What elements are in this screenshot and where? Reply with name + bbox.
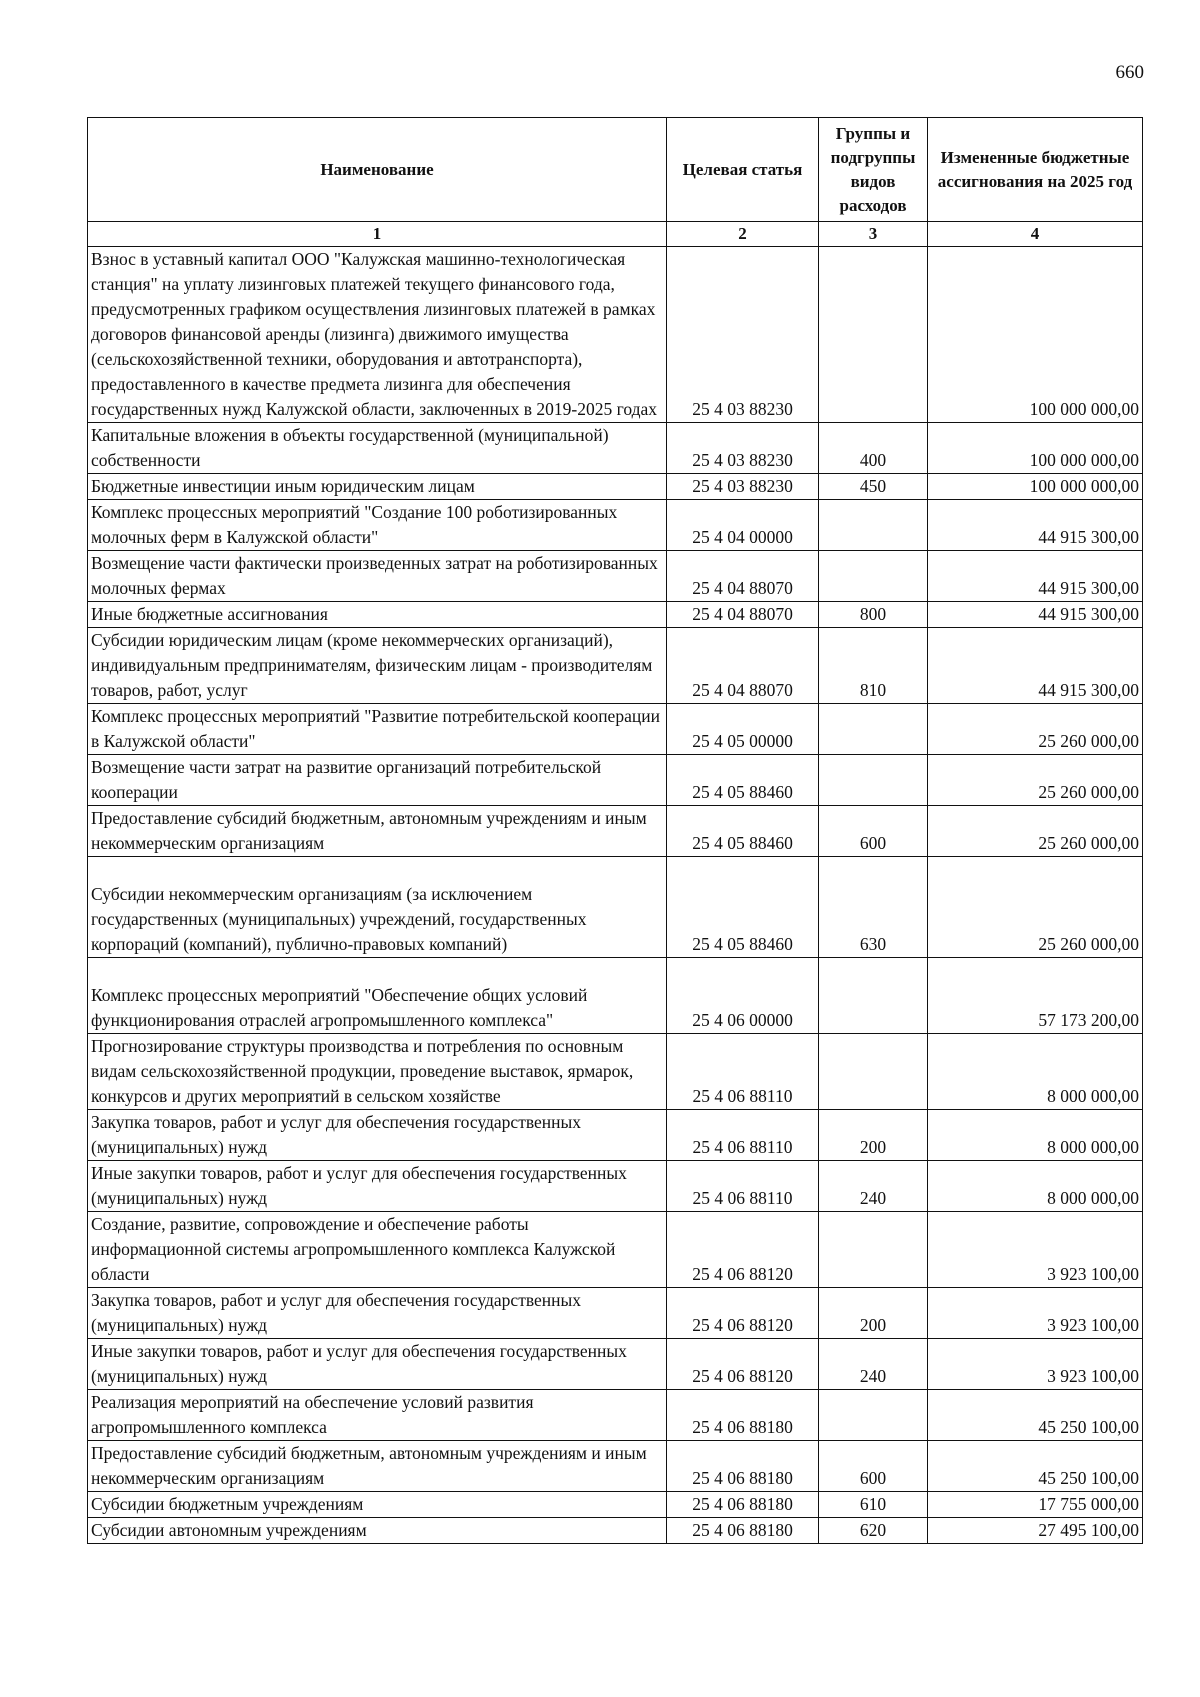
row-code: 25 4 06 88120 bbox=[667, 1288, 819, 1339]
row-name bbox=[88, 1339, 667, 1390]
row-group bbox=[819, 1034, 928, 1110]
row-name-text: Капитальные вложения в объекты государственной (муниципальной) собственности bbox=[91, 425, 609, 470]
row-group: 810 bbox=[819, 628, 928, 704]
row-name bbox=[88, 806, 667, 857]
row-name bbox=[88, 474, 667, 500]
row-amount: 3 923 100,00 bbox=[928, 1212, 1143, 1288]
table-row bbox=[88, 1161, 1143, 1212]
row-name-text: Иные закупки товаров, работ и услуг для обеспечения государственных (муниципальных) нужд bbox=[91, 1163, 627, 1208]
row-amount: 45 250 100,00 bbox=[928, 1390, 1143, 1441]
row-amount: 8 000 000,00 bbox=[928, 1161, 1143, 1212]
row-name-text: Комплекс процессных мероприятий "Создание 100 роботизированных молочных ферм в Калужской области" bbox=[91, 502, 618, 547]
table-row bbox=[88, 1518, 1143, 1544]
row-amount: 45 250 100,00 bbox=[928, 1441, 1143, 1492]
row-name bbox=[88, 958, 667, 1034]
row-code: 25 4 06 88110 bbox=[667, 1110, 819, 1161]
row-name bbox=[88, 500, 667, 551]
row-amount: 25 260 000,00 bbox=[928, 857, 1143, 958]
row-amount: 25 260 000,00 bbox=[928, 806, 1143, 857]
row-code: 25 4 06 88110 bbox=[667, 1034, 819, 1110]
table-row bbox=[88, 1288, 1143, 1339]
row-code: 25 4 04 00000 bbox=[667, 500, 819, 551]
row-code: 25 4 06 88180 bbox=[667, 1518, 819, 1544]
row-code: 25 4 03 88230 bbox=[667, 423, 819, 474]
table-body bbox=[88, 247, 1143, 1544]
row-amount: 44 915 300,00 bbox=[928, 500, 1143, 551]
column-number-4: 4 bbox=[928, 222, 1143, 247]
row-group: 400 bbox=[819, 423, 928, 474]
row-name bbox=[88, 602, 667, 628]
row-name bbox=[88, 1212, 667, 1288]
row-amount: 44 915 300,00 bbox=[928, 628, 1143, 704]
row-amount: 44 915 300,00 bbox=[928, 602, 1143, 628]
row-group: 240 bbox=[819, 1161, 928, 1212]
table-row bbox=[88, 602, 1143, 628]
table-row bbox=[88, 247, 1143, 423]
row-group: 240 bbox=[819, 1339, 928, 1390]
row-name-text: Субсидии юридическим лицам (кроме некоммерческих организаций), индивидуальным предпринимателям, физическим лицам - производителям товаров, работ, услуг bbox=[91, 630, 653, 700]
row-code: 25 4 03 88230 bbox=[667, 247, 819, 423]
row-code: 25 4 06 00000 bbox=[667, 958, 819, 1034]
row-name bbox=[88, 1161, 667, 1212]
row-code: 25 4 06 88180 bbox=[667, 1492, 819, 1518]
row-group: 200 bbox=[819, 1288, 928, 1339]
row-amount: 100 000 000,00 bbox=[928, 474, 1143, 500]
row-name-text: Реализация мероприятий на обеспечение условий развития агропромышленного комплекса bbox=[91, 1392, 534, 1437]
row-name-text: Комплекс процессных мероприятий "Развитие потребительской кооперации в Калужской области" bbox=[91, 706, 660, 751]
row-code: 25 4 03 88230 bbox=[667, 474, 819, 500]
row-amount: 3 923 100,00 bbox=[928, 1288, 1143, 1339]
row-name-text: Предоставление субсидий бюджетным, автономным учреждениям и иным некоммерческим организациям bbox=[91, 1443, 647, 1488]
table-row bbox=[88, 857, 1143, 958]
row-amount: 3 923 100,00 bbox=[928, 1339, 1143, 1390]
row-group: 610 bbox=[819, 1492, 928, 1518]
row-group bbox=[819, 1390, 928, 1441]
row-name-text: Субсидии бюджетным учреждениям bbox=[91, 1494, 364, 1514]
row-group bbox=[819, 704, 928, 755]
column-number-3: 3 bbox=[819, 222, 928, 247]
table-row bbox=[88, 704, 1143, 755]
row-name-text: Бюджетные инвестиции иным юридическим лицам bbox=[91, 476, 475, 496]
row-group: 450 bbox=[819, 474, 928, 500]
row-group: 620 bbox=[819, 1518, 928, 1544]
row-name bbox=[88, 755, 667, 806]
table-row bbox=[88, 1339, 1143, 1390]
table-row bbox=[88, 423, 1143, 474]
row-name bbox=[88, 704, 667, 755]
row-name bbox=[88, 628, 667, 704]
row-name bbox=[88, 857, 667, 958]
row-name-text: Возмещение части фактически произведенных затрат на роботизированных молочных фермах bbox=[91, 553, 658, 598]
row-name bbox=[88, 1110, 667, 1161]
table-row bbox=[88, 628, 1143, 704]
row-amount: 25 260 000,00 bbox=[928, 755, 1143, 806]
table-row bbox=[88, 1492, 1143, 1518]
row-amount: 27 495 100,00 bbox=[928, 1518, 1143, 1544]
row-name bbox=[88, 1034, 667, 1110]
table-row bbox=[88, 755, 1143, 806]
row-code: 25 4 05 00000 bbox=[667, 704, 819, 755]
row-name-text: Прогнозирование структуры производства и потребления по основным видам сельскохозяйственной продукции, проведение выставок, ярмарок, конкурсов и других мероприятий в сельском хозяйстве bbox=[91, 1036, 634, 1106]
row-name bbox=[88, 1518, 667, 1544]
row-name-text: Иные закупки товаров, работ и услуг для обеспечения государственных (муниципальных) нужд bbox=[91, 1341, 627, 1386]
row-name-text: Субсидии некоммерческим организациям (за исключением государственных (муниципальных) учреждений, государственных корпораций (компаний), публично-правовых компаний) bbox=[91, 884, 587, 954]
row-name-text: Иные бюджетные ассигнования bbox=[91, 604, 328, 624]
table-header bbox=[88, 118, 1143, 247]
row-amount: 25 260 000,00 bbox=[928, 704, 1143, 755]
row-name-text: Создание, развитие, сопровождение и обеспечение работы информационной системы агропромышленного комплекса Калужской области bbox=[91, 1214, 616, 1284]
row-group bbox=[819, 958, 928, 1034]
table-row bbox=[88, 806, 1143, 857]
page-number: 660 bbox=[1115, 62, 1144, 83]
row-group: 630 bbox=[819, 857, 928, 958]
row-name bbox=[88, 1390, 667, 1441]
row-code: 25 4 06 88180 bbox=[667, 1441, 819, 1492]
table-row bbox=[88, 1441, 1143, 1492]
row-amount: 57 173 200,00 bbox=[928, 958, 1143, 1034]
table-row bbox=[88, 1390, 1143, 1441]
table-row bbox=[88, 500, 1143, 551]
header-amount: Измененные бюджетные ассигнования на 2025 год bbox=[928, 118, 1143, 222]
row-code: 25 4 05 88460 bbox=[667, 806, 819, 857]
column-number-1: 1 bbox=[88, 222, 667, 247]
row-group bbox=[819, 755, 928, 806]
row-name-text: Взнос в уставный капитал ООО "Калужская машинно-технологическая станция" на уплату лизинговых платежей текущего финансового года, предусмотренных графиком осуществления лизинговых платежей в рамках договоров финансовой аренды (лизинга) движимого имущества (сельскохозяйственной техники, оборудования и автотранспорта), предоставленного в качестве предмета лизинга для обеспечения государственных нужд Калужской области, заключенных в 2019-2025 годах bbox=[91, 249, 658, 419]
table-row bbox=[88, 1212, 1143, 1288]
header-group: Группы и подгруппы видов расходов bbox=[819, 118, 928, 222]
row-code: 25 4 04 88070 bbox=[667, 551, 819, 602]
row-code: 25 4 05 88460 bbox=[667, 857, 819, 958]
row-amount: 100 000 000,00 bbox=[928, 247, 1143, 423]
budget-table bbox=[87, 117, 1143, 1544]
table-row bbox=[88, 1110, 1143, 1161]
row-amount: 44 915 300,00 bbox=[928, 551, 1143, 602]
row-name-text: Комплекс процессных мероприятий "Обеспечение общих условий функционирования отраслей агропромышленного комплекса" bbox=[91, 985, 588, 1030]
row-amount: 17 755 000,00 bbox=[928, 1492, 1143, 1518]
row-amount: 8 000 000,00 bbox=[928, 1034, 1143, 1110]
row-name bbox=[88, 1492, 667, 1518]
table-row bbox=[88, 474, 1143, 500]
row-group: 600 bbox=[819, 1441, 928, 1492]
header-code: Целевая статья bbox=[667, 118, 819, 222]
row-name-text: Субсидии автономным учреждениям bbox=[91, 1520, 367, 1540]
row-code: 25 4 06 88120 bbox=[667, 1339, 819, 1390]
row-code: 25 4 06 88180 bbox=[667, 1390, 819, 1441]
header-name: Наименование bbox=[88, 118, 667, 222]
row-name-text: Закупка товаров, работ и услуг для обеспечения государственных (муниципальных) нужд bbox=[91, 1290, 582, 1335]
column-number-2: 2 bbox=[667, 222, 819, 247]
row-group bbox=[819, 500, 928, 551]
row-name-text: Предоставление субсидий бюджетным, автономным учреждениям и иным некоммерческим организациям bbox=[91, 808, 647, 853]
table-row bbox=[88, 958, 1143, 1034]
table-row bbox=[88, 1034, 1143, 1110]
row-amount: 8 000 000,00 bbox=[928, 1110, 1143, 1161]
row-amount: 100 000 000,00 bbox=[928, 423, 1143, 474]
row-group: 800 bbox=[819, 602, 928, 628]
row-name bbox=[88, 1441, 667, 1492]
row-name-text: Возмещение части затрат на развитие организаций потребительской кооперации bbox=[91, 757, 602, 802]
row-name bbox=[88, 551, 667, 602]
table-row bbox=[88, 551, 1143, 602]
row-code: 25 4 06 88120 bbox=[667, 1212, 819, 1288]
row-group bbox=[819, 551, 928, 602]
row-group bbox=[819, 1212, 928, 1288]
row-group: 600 bbox=[819, 806, 928, 857]
row-code: 25 4 05 88460 bbox=[667, 755, 819, 806]
row-code: 25 4 04 88070 bbox=[667, 628, 819, 704]
row-code: 25 4 04 88070 bbox=[667, 602, 819, 628]
row-name bbox=[88, 423, 667, 474]
row-name bbox=[88, 1288, 667, 1339]
row-group: 200 bbox=[819, 1110, 928, 1161]
row-group bbox=[819, 247, 928, 423]
row-name-text: Закупка товаров, работ и услуг для обеспечения государственных (муниципальных) нужд bbox=[91, 1112, 582, 1157]
row-name bbox=[88, 247, 667, 423]
row-code: 25 4 06 88110 bbox=[667, 1161, 819, 1212]
